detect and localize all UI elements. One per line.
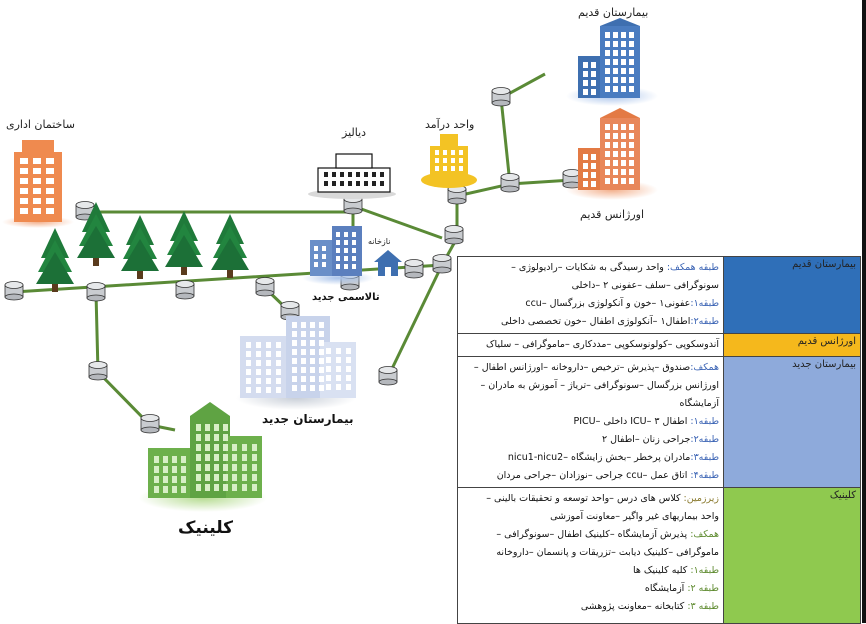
table-row bbox=[458, 488, 861, 624]
building-name-cell: بیمارستان قدیم bbox=[724, 257, 861, 334]
floor-tag: طبقه ۲: bbox=[687, 583, 719, 594]
floor-line bbox=[462, 336, 719, 354]
floor-line bbox=[462, 467, 719, 485]
floor-text: آزمایشگاه bbox=[679, 398, 719, 409]
floor-line bbox=[462, 580, 719, 598]
floor-tag: همکف: bbox=[690, 362, 719, 373]
floor-tag: طبقه۲: bbox=[690, 316, 719, 327]
floor-tag: زیرزمین: bbox=[683, 493, 719, 504]
floor-tag: همکف: bbox=[690, 529, 719, 540]
label-old-emergency: اورژانس قدیم bbox=[580, 208, 645, 221]
floor-text: اورژانس بزرگسال –سونوگرافی –تریاژ – آموزش به مادران – bbox=[480, 380, 719, 391]
floor-details-cell bbox=[458, 488, 724, 624]
floor-line bbox=[462, 295, 719, 313]
path-node bbox=[445, 226, 463, 245]
floor-text: واحد رسیدگی به شکایات –رادیولوژی – bbox=[511, 262, 667, 273]
floor-details-cell bbox=[458, 257, 724, 334]
floor-text: پذیرش آزمایشگاه –کلینیک اطفال –سونوگرافی – bbox=[496, 529, 691, 540]
old-hospital-building bbox=[566, 18, 658, 106]
path-node bbox=[176, 281, 194, 300]
table-row bbox=[458, 257, 861, 334]
floor-text: ماموگرافی –کلینیک دیابت –تزریقات و پانسمان –داروخانه bbox=[496, 547, 719, 558]
label-small-house: نازخانه bbox=[368, 237, 391, 246]
floor-line bbox=[462, 377, 719, 395]
tree-icon bbox=[165, 211, 203, 275]
path-node bbox=[433, 255, 451, 274]
floor-details-cell bbox=[458, 334, 724, 357]
floor-text: کلاس های درس –واحد توسعه و تحقیقات بالینی – bbox=[486, 493, 684, 504]
floor-text: مادران پرخطر –بخش زایشگاه –nicu1-nicu2 bbox=[507, 452, 691, 463]
path-node bbox=[448, 186, 466, 205]
floor-tag: طبقه همکف: bbox=[666, 262, 719, 273]
label-admin-building: ساختمان اداری bbox=[6, 118, 75, 131]
floor-text: کلیه کلینیک ها bbox=[632, 565, 691, 576]
floor-tag: طبقه۴: bbox=[690, 470, 719, 481]
floor-tag: طبقه۱: bbox=[690, 416, 719, 427]
old-emergency-building bbox=[566, 108, 658, 200]
floor-text: سونوگرافی –سلف –عفونی ۲ –داخلی bbox=[571, 280, 719, 291]
path-node bbox=[87, 283, 105, 302]
tree-icon bbox=[211, 214, 249, 278]
small-house bbox=[374, 250, 402, 276]
floor-line bbox=[462, 313, 719, 331]
building-name-cell: کلینیک bbox=[724, 488, 861, 624]
floor-line bbox=[462, 508, 719, 526]
new-hospital-building bbox=[236, 316, 356, 410]
label-new-hospital: بیمارستان جدید bbox=[262, 412, 354, 426]
floor-tag: طبقه۱: bbox=[690, 565, 719, 576]
floor-text: اطفال ۳ –ICU داخلی –PICU bbox=[573, 416, 691, 427]
floor-details-cell bbox=[458, 357, 724, 488]
label-thalassemia: تالاسمی جدید bbox=[312, 292, 380, 303]
floor-text: کتابخانه –معاونت پژوهشی bbox=[580, 601, 688, 612]
floor-text: اتاق عمل –ccu جراحی –نوزادان –جراحی مردان bbox=[496, 470, 691, 481]
floor-text: اطفال۱ –آنکولوژی اطفال –خون تخصصی داخلی bbox=[501, 316, 691, 327]
label-entrance-unit: واحد درآمد bbox=[425, 118, 475, 131]
floor-line bbox=[462, 562, 719, 580]
path-node bbox=[379, 367, 397, 386]
building-floors-table bbox=[457, 256, 861, 624]
path-node bbox=[141, 415, 159, 434]
floor-line bbox=[462, 277, 719, 295]
floor-line bbox=[462, 413, 719, 431]
floor-tag: طبقه ۳: bbox=[687, 601, 719, 612]
floor-text: آندوسکوپی –کولونوسکوپی –مددکاری –ماموگرافی – سلیاک bbox=[485, 339, 719, 350]
floor-text: صندوق –پذیرش –ترخیص –داروخانه –اورژانس اطفال – bbox=[473, 362, 691, 373]
path-node bbox=[492, 88, 510, 107]
floor-line bbox=[462, 259, 719, 277]
floor-line bbox=[462, 544, 719, 562]
floor-line bbox=[462, 431, 719, 449]
building-name-cell: بیمارستان جدید bbox=[724, 357, 861, 488]
path-node bbox=[501, 174, 519, 193]
dialysis-building bbox=[308, 154, 396, 199]
tree-icon bbox=[36, 228, 74, 292]
entrance-unit-building bbox=[421, 134, 477, 188]
floor-line bbox=[462, 490, 719, 508]
path-node bbox=[256, 278, 274, 297]
admin-building bbox=[2, 140, 74, 228]
floor-line bbox=[462, 359, 719, 377]
thalassemia-building bbox=[302, 226, 374, 285]
floor-text: واحد بیماریهای غیر واگیر –معاونت آموزشی bbox=[550, 511, 719, 522]
floor-text: عفونی۱ –خون و آنکولوژی بزرگسال –ccu bbox=[525, 298, 691, 309]
floor-line bbox=[462, 598, 719, 616]
floor-line bbox=[462, 526, 719, 544]
floor-text: جراحی زنان –اطفال ۲ bbox=[601, 434, 691, 445]
label-old-hospital: بیمارستان قدیم bbox=[578, 6, 649, 19]
table-row bbox=[458, 357, 861, 488]
floor-tag: طبقه۱: bbox=[690, 298, 719, 309]
building-name-cell: اورژانس قدیم bbox=[724, 334, 861, 357]
right-border bbox=[862, 0, 866, 623]
floor-tag: طبقه۲: bbox=[690, 434, 719, 445]
tree-icon bbox=[121, 215, 159, 279]
label-clinic: کلینیک bbox=[178, 518, 234, 538]
floor-line bbox=[462, 395, 719, 413]
label-dialysis: دیالیز bbox=[342, 126, 367, 139]
path-node bbox=[5, 282, 23, 301]
path-node bbox=[89, 362, 107, 381]
path-node bbox=[405, 260, 423, 279]
table-row bbox=[458, 334, 861, 357]
floor-line bbox=[462, 449, 719, 467]
floor-text: آزمایشگاه bbox=[644, 583, 688, 594]
floor-tag: طبقه۳: bbox=[690, 452, 719, 463]
